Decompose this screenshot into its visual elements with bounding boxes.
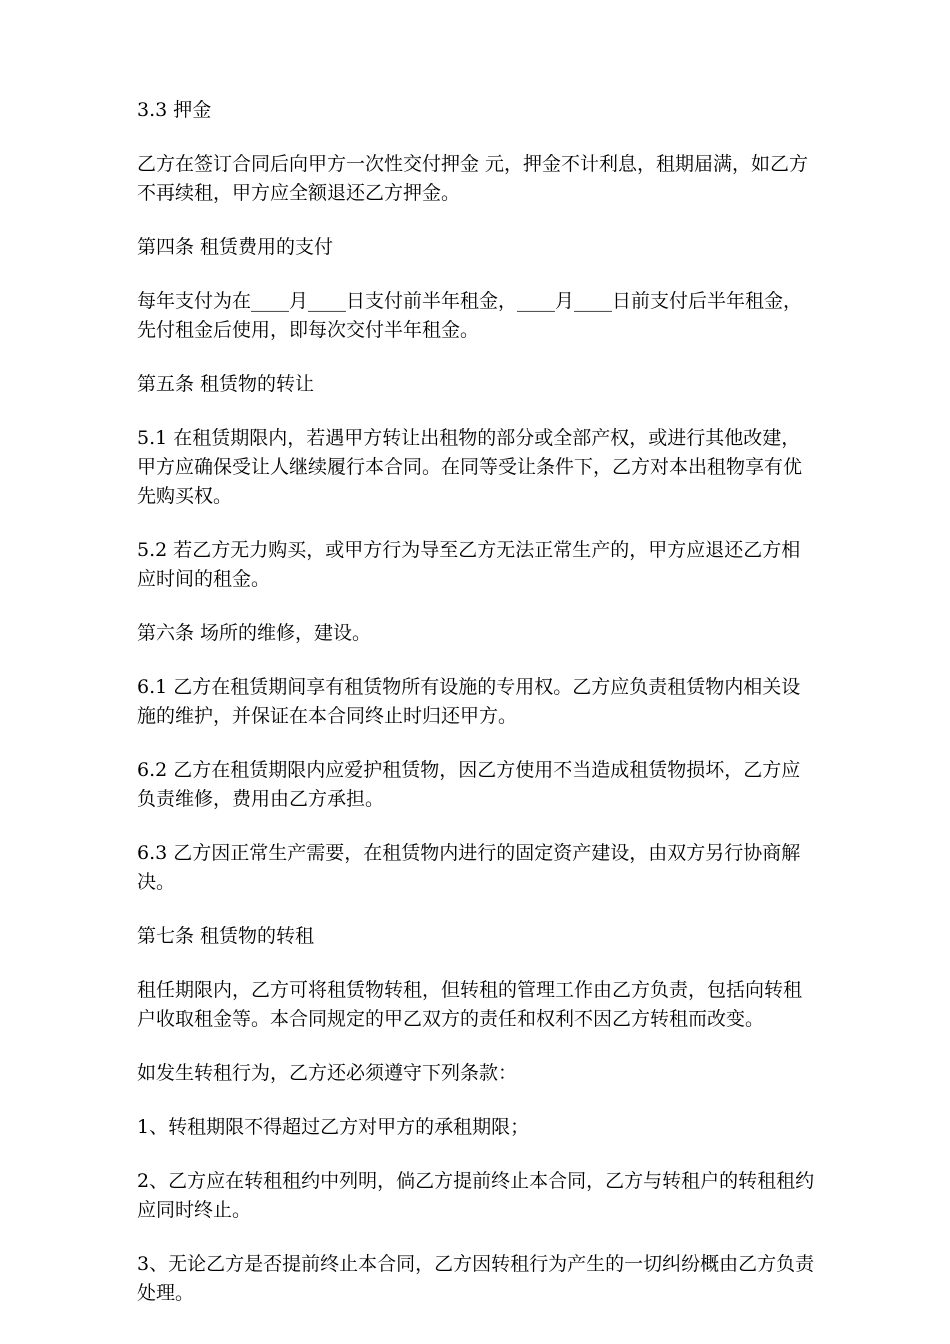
list-item-3: 3、无论乙方是否提前终止本合同，乙方因转租行为产生的一切纠纷概由乙方负责处理。 bbox=[137, 1253, 815, 1304]
article-6-heading: 第六条 场所的维修，建设。 bbox=[137, 622, 372, 644]
document-body bbox=[137, 96, 815, 1308]
paragraph-payment-schedule: 每年支付为在____月____日支付前半年租金，____月____日前支付后半年租金，先付租金后使用，即每次交付半年租金。 bbox=[137, 290, 803, 341]
paragraph-sublease-terms: 租任期限内，乙方可将租赁物转租，但转租的管理工作由乙方负责，包括向转租户收取租金等。本合同规定的甲乙双方的责任和权利不因乙方转租而改变。 bbox=[137, 979, 803, 1030]
paragraph-6-2: 6.2 乙方在租赁期限内应爱护租赁物，因乙方使用不当造成租赁物损坏，乙方应负责维修，费用由乙方承担。 bbox=[137, 759, 801, 810]
paragraph-sublease-conditions-intro: 如发生转租行为，乙方还必须遵守下列条款： bbox=[137, 1062, 518, 1084]
paragraph-6-3: 6.3 乙方因正常生产需要，在租赁物内进行的固定资产建设，由双方另行协商解决。 bbox=[137, 842, 801, 893]
paragraph-deposit-terms: 乙方在签订合同后向甲方一次性交付押金 元，押金不计利息，租期届满，如乙方不再续租，甲方应全额退还乙方押金。 bbox=[137, 153, 809, 204]
article-7-heading: 第七条 租赁物的转租 bbox=[137, 925, 315, 947]
article-5-heading: 第五条 租赁物的转让 bbox=[137, 373, 315, 395]
paragraph-5-1: 5.1 在租赁期限内，若遇甲方转让出租物的部分或全部产权，或进行其他改建，甲方应确保受让人继续履行本合同。在同等受让条件下，乙方对本出租物享有优先购买权。 bbox=[137, 427, 803, 507]
paragraph-5-2: 5.2 若乙方无力购买，或甲方行为导至乙方无法正常生产的，甲方应退还乙方相应时间的租金。 bbox=[137, 539, 801, 590]
list-item-2: 2、乙方应在转租租约中列明，倘乙方提前终止本合同，乙方与转租户的转租租约应同时终止。 bbox=[137, 1170, 815, 1221]
paragraph-6-1: 6.1 乙方在租赁期间享有租赁物所有设施的专用权。乙方应负责租赁物内相关设施的维护，并保证在本合同终止时归还甲方。 bbox=[137, 676, 801, 727]
section-heading-deposit: 3.3 押金 bbox=[137, 99, 212, 121]
list-item-1: 1、转租期限不得超过乙方对甲方的承租期限； bbox=[137, 1116, 530, 1138]
article-4-heading: 第四条 租赁费用的支付 bbox=[137, 236, 334, 258]
